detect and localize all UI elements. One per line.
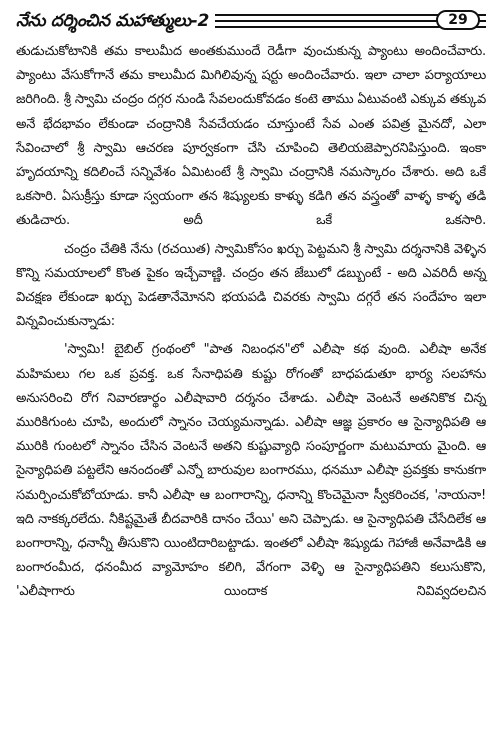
paragraph: 'స్వామి! బైబిల్ గ్రంథంలో "పాత నిబంధన"లో ఎలీషా కథ వుంది. ఎలీషా అనేక మహిమలు గల ఒక ప్రవక్త. ఒక సేనాధిపతి కుష్టు రోగంతో బాధపడుతూ భార్య సలహాను అనుసరించి రోగ నివారణార్థం ఎలీషావారి దర్శనం చేశాడు. ఎలీషా వెంటనే అతనికొక చిన్న మురికిగుంట చూపి, అందులో స్నానం చెయ్యమన్నాడు. ఎలీషా ఆజ్ఞ ప్రకారం ఆ సైన్యాధిపతి ఆ మురికి గుంటలో స్నానం చేసిన వెంటనే అతని కుష్టువ్యాధి సంపూర్ణంగా మటుమాయ మైంది. ఆ సైన్యాధిపతి పట్టలేని ఆనందంతో ఎన్నో బారువుల బంగారము, ధనమూ ఎలీషా ప్రవక్తకు కానుకగా సమర్పించుకోబోయాడు. కానీ ఎలీషా ఆ బంగారాన్ని, ధనాన్ని కొంచెమైనా స్వీకరించక, 'నాయనా! ఇది నాకక్కరలేదు. నీకిష్టమైతే బీదవారికి దానం చేయి' అని చెప్పాడు. ఆ సైన్యాధిపతి చేసేదిలేక ఆ బంగారాన్ని, ధనాన్నీ తీసుకొని యింటిదారిబట్టాడు. ఇంతలో ఎలీషా శిష్యుడు గెహాజీ అనేవాడికి ఆ బంగారంమీద, ధనంమీద వ్యామోహం కలిగి, వేగంగా వెళ్ళి ఆ సైన్యాధిపతిని కలుసుకొని, 'ఎలీషాగారు యిందాక నివివ్వదలచిన — [16, 342, 486, 600]
header-decorative-rules — [215, 13, 486, 29]
running-header — [16, 6, 486, 36]
book-title: నేను దర్శించిన మహాత్ములు-2 — [16, 10, 210, 31]
paragraph: చంద్రం చేతికి నేను (రచయిత) స్వామికోసం ఖర్చు పెట్టమని శ్రీ స్వామి దర్శనానికి వెళ్ళిన కొన్ని సమయాలలో కొంత పైకం ఇచ్చేవాణ్ణి. చంద్రం తన జేబులో డబ్బుంటే - అది ఎవరిదీ అన్న విచక్షణ లేకుండా ఖర్చు పెడతానేమోనని భయపడి చివరకు స్వామి దగ్గరే తన సందేహం ఇలా విన్నవించుకున్నాడు: — [16, 241, 486, 330]
page-number: 29 — [436, 10, 480, 30]
body-text — [16, 40, 486, 605]
paragraph: తుడుచుకోటానికి తమ కాలుమీద అంతకుముందే రెడీగా వుంచుకున్న ప్యాంటు అందించేవారు. ప్యాంటు వేసుకోగానే తమ కాలుమీద మిగిలివున్న షర్టు అందించేవారు. ఇలా చాలా పర్యాయాలు జరిగింది. శ్రీ స్వామి చంద్రం దగ్గర నుండి సేవలందుకోవడం కంటె తాము ఏటువంటి ఎక్కువ తక్కువ అనే భేదభావం లేకుండా చంద్రానికి సేవచేయడం చూస్తుంటే సేవ ఎంత పవిత్ర మైనదో, ఎలా సేవించాలో శ్రీ స్వామి ఆచరణ పూర్వకంగా చేసి చూపించి తెలియజెప్పారనిపిస్తుంది. ఇంకా హృదయాన్ని కదిలించే సన్నివేశం ఏమిటంటే శ్రీ స్వామి చంద్రానికి నమస్కారం చేశారు. అది ఒకే ఒకసారి. ఏసుక్రీస్తు కూడా స్వయంగా తన శిష్యులకు కాళ్ళు కడిగి తన వస్త్రంతో వాళ్ళ కాళ్ళ తడి తుడిచారు. అదీ ఒకే ఒకసారి. — [16, 44, 486, 229]
